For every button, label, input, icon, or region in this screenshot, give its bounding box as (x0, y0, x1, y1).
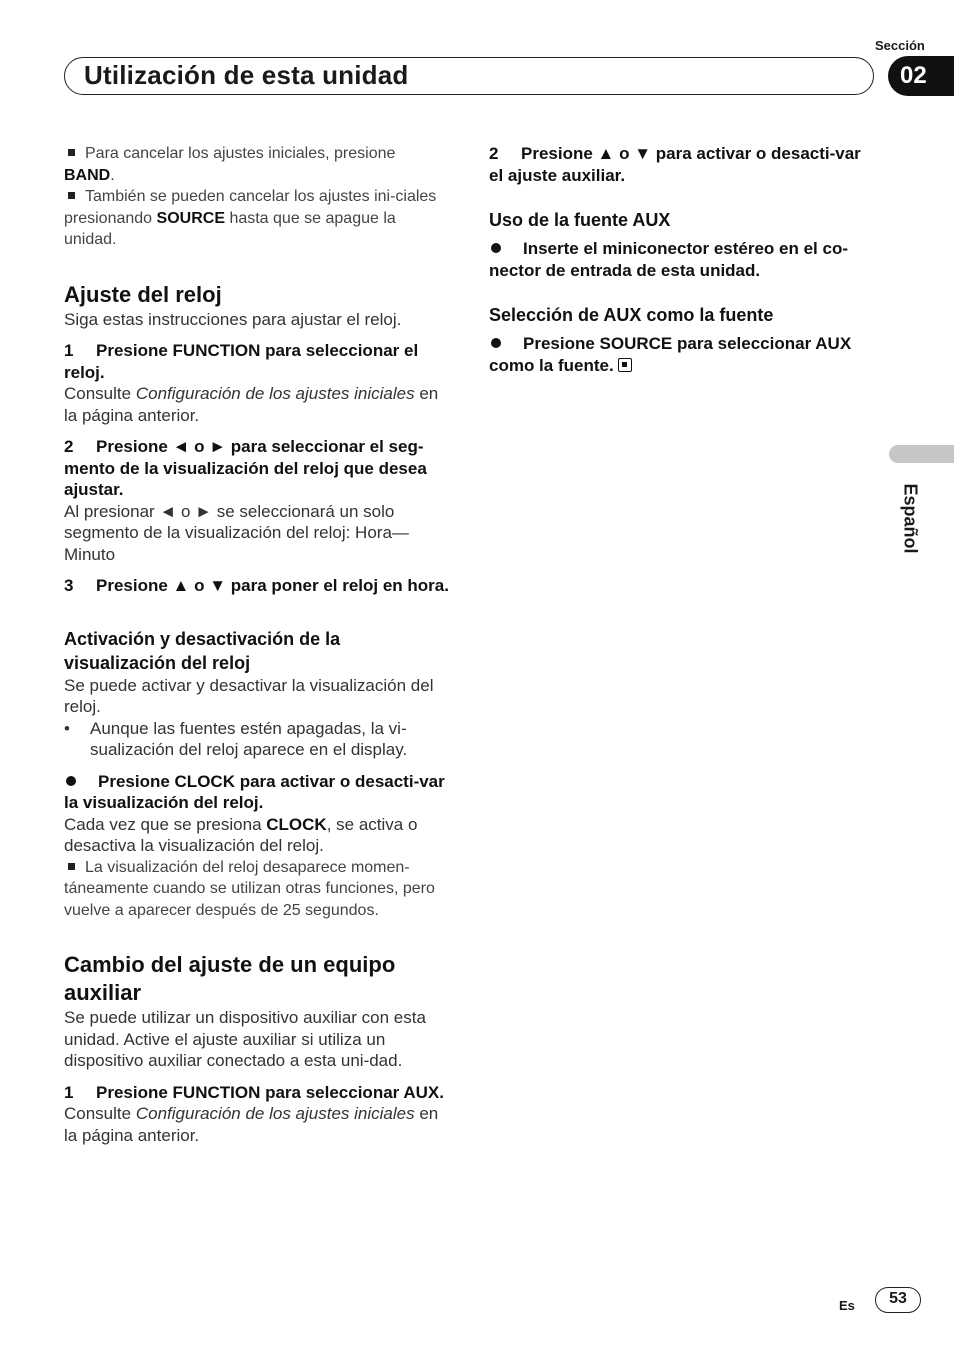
page-number: 53 (875, 1287, 921, 1313)
uso-aux-action: Inserte el miniconector estéreo en el co-nector de entrada de esta unidad. (489, 239, 849, 280)
clock-intro: Siga estas instrucciones para ajustar el reloj. (64, 309, 402, 329)
aux-intro: Se puede utilizar un dispositivo auxiliar con esta unidad. Active el ajuste auxiliar si utiliza un dispositivo auxiliar conectado a esta uni-dad. (64, 1008, 426, 1070)
end-of-section-icon (618, 358, 632, 372)
note-square-icon (68, 192, 75, 199)
note-square-icon (68, 149, 75, 156)
left-column (64, 143, 449, 1146)
language-label: Español (900, 483, 921, 554)
heading-select-aux: Selección de AUX como la fuente (489, 305, 774, 325)
heading-uso-aux: Uso de la fuente AUX (489, 210, 671, 230)
heading-clock-display: Activación y desactivación de la visualización del reloj (64, 628, 341, 673)
select-aux-action: Presione SOURCE para seleccionar AUX como la fuente. (489, 334, 852, 375)
section-label: Sección (875, 38, 925, 53)
aux-step-1: 1 Presione FUNCTION para seleccionar AUX. (64, 1082, 444, 1102)
note-cancel-band: Para cancelar los ajustes iniciales, presione BAND. (64, 145, 396, 184)
heading-clock: Ajuste del reloj (64, 281, 222, 307)
heading-aux-setting: Cambio del ajuste de un equipo auxiliar (64, 952, 396, 1005)
aux-step-2: 2 Presione ▲ o ▼ para activar o desacti-var el ajuste auxiliar. (489, 144, 861, 185)
clock-step-1: 1 Presione FUNCTION para seleccionar el reloj. (64, 341, 419, 382)
bullet-dot-icon (66, 776, 76, 786)
note-square-icon (68, 863, 75, 870)
bullet-dot-icon (491, 243, 501, 253)
clock-step-3: 3 Presione ▲ o ▼ para poner el reloj en hora. (64, 576, 449, 595)
page-title: Utilización de esta unidad (84, 60, 409, 90)
display-desc: Cada vez que se presiona CLOCK, se activa o desactiva la visualización del reloj. (64, 814, 418, 855)
language-code: Es (839, 1298, 855, 1313)
display-bullet: • Aunque las fuentes estén apagadas, la vi-sualización del reloj aparece en el display. (64, 718, 408, 759)
section-number-badge: 02 (888, 56, 954, 96)
display-intro: Se puede activar y desactivar la visualización del reloj. (64, 675, 434, 716)
display-note: La visualización del reloj desaparece momen-táneamente cuando se utilizan otras funciones, pero vuelve a aparecer después de 25 segundos. (64, 858, 435, 919)
clock-step-1-desc: Consulte Configuración de los ajustes iniciales en la página anterior. (64, 384, 439, 425)
clock-step-2: 2 Presione ◄ o ► para seleccionar el seg-mento de la visualización del reloj que desea ajustar. (64, 437, 427, 499)
bullet-dot-icon (491, 338, 501, 348)
clock-step-2-desc: Al presionar ◄ o ► se seleccionará un solo segmento de la visualización del reloj: Hora—Minuto (64, 501, 409, 564)
note-cancel-source: También se pueden cancelar los ajustes ini-ciales presionando SOURCE hasta que se apague la unidad. (64, 188, 437, 248)
display-action: Presione CLOCK para activar o desacti-var la visualización del reloj. (64, 771, 445, 812)
right-column (489, 143, 879, 376)
aux-step-1-desc: Consulte Configuración de los ajustes iniciales en la página anterior. (64, 1104, 439, 1145)
language-tab (889, 445, 954, 463)
